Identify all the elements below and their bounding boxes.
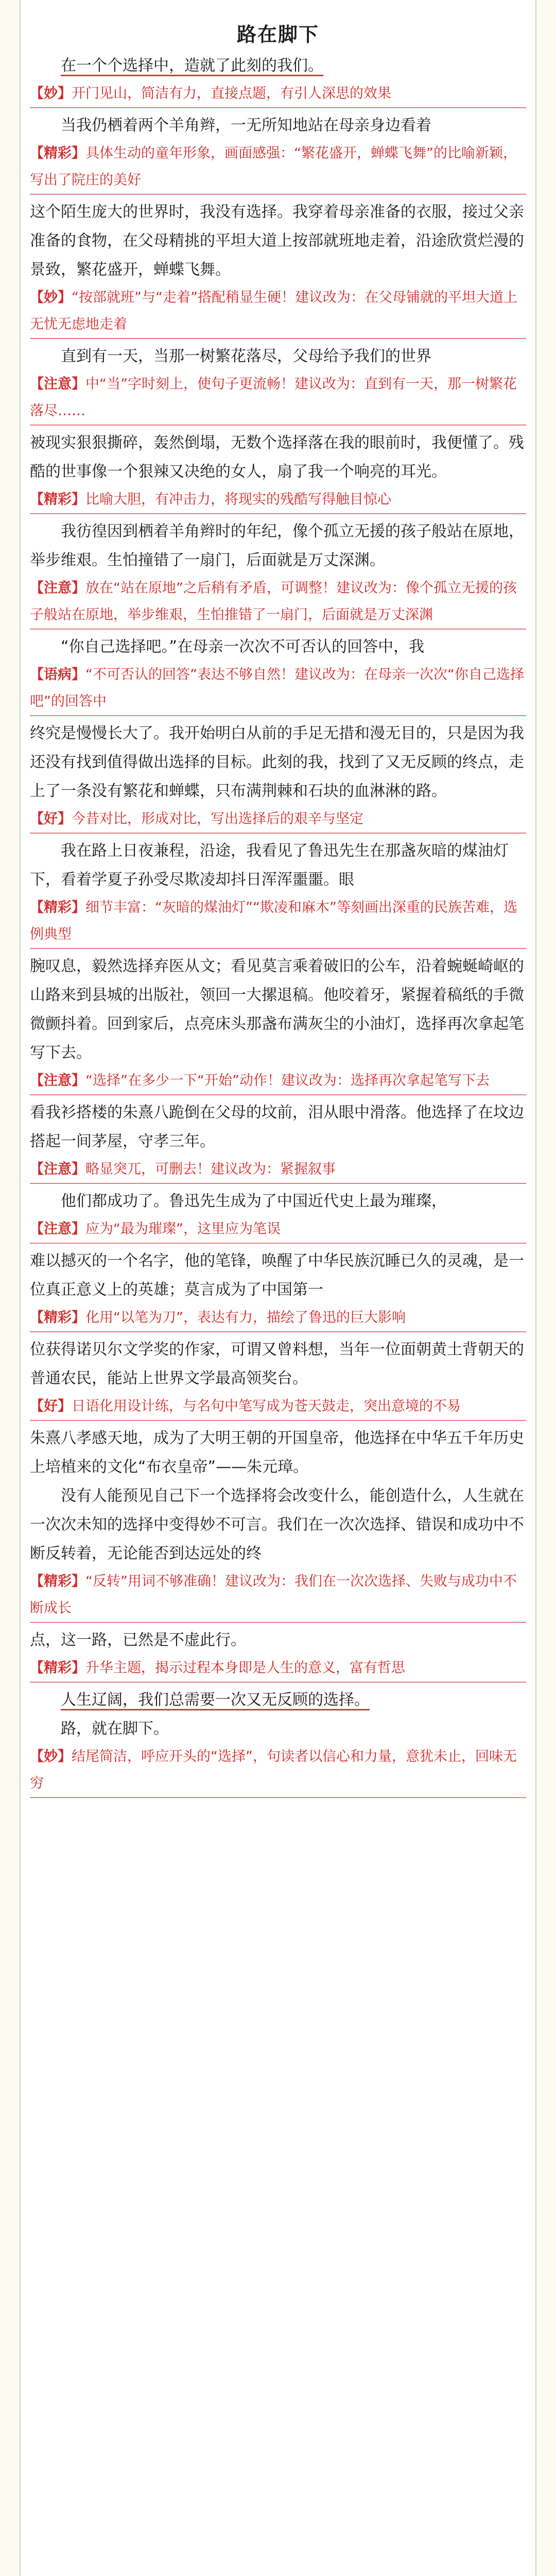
teacher-comment [30,80,526,108]
paragraph-text: 看我衫搭楼的朱熹八跪倒在父母的坟前，泪从眼中滑落。他选择了在坟边搭起一间茅屋，守孝三年。 [30,1104,524,1150]
teacher-comment [30,894,526,949]
teacher-comment [30,1067,526,1095]
teacher-comment [30,575,526,630]
paragraph-text: 路，就在脚下。 [61,1720,169,1738]
essay-paragraph [30,517,526,575]
comment-tag: 【注意】 [30,1073,85,1089]
comment-tag: 【精彩】 [30,145,85,161]
paragraph-text: 我在路上日夜兼程，沿途，我看见了鲁迅先生在那盏灰暗的煤油灯下，看着学夏子孙受尽欺凌却抖日浑浑噩噩。眼 [30,842,509,889]
comment-text: “按部就班”与“走着”搭配稍显生硬！建议改为：在父母铺就的平坦大道上无忧无虑地走着 [30,290,517,332]
teacher-comment [30,486,526,514]
essay-paragraph [30,1187,526,1216]
paragraph-text: 终究是慢慢长大了。我开始明白从前的手足无措和漫无目的，只是因为我还没有找到值得做出选择的目标。此刻的我，找到了又无反顾的终点，走上了一条没有繁花和蝉蝶，只布满荆棘和石块的血淋淋的路。 [30,724,524,800]
essay-paragraph [30,1482,526,1568]
comment-text: 今昔对比，形成对比，写出选择后的艰辛与坚定 [72,811,363,827]
paragraph-text: “你自己选择吧。”在母亲一次次不可否认的回答中，我 [61,638,425,656]
comment-text: 略显突兀，可删去！建议改为：紧握叙事 [85,1161,336,1177]
comment-text: 细节丰富：“灰暗的煤油灯”“欺凌和麻木”等刻画出深重的民族苦难，选例典型 [30,900,517,942]
essay-paragraph [30,633,526,662]
essay-paragraph [30,342,526,371]
comment-tag: 【精彩】 [30,1660,85,1676]
comment-tag: 【妙】 [30,290,72,306]
essay-paragraph [30,1247,526,1304]
paragraph-text: 他们都成功了。鲁迅先生成为了中国近代史上最为璀璨， [61,1192,447,1210]
comment-tag: 【注意】 [30,376,85,392]
essay-paragraph [30,198,526,284]
paragraph-text: 没有人能预见自己下一个选择将会改变什么，能创造什么，人生就在一次次未知的选择中变得妙不可言。我们在一次次选择、错误和成功中不断反转着，无论能否到达远处的终 [30,1487,524,1563]
essay-paragraph [30,1626,526,1655]
essay-paragraph [30,111,526,140]
paragraph-text: 这个陌生庞大的世界时，我没有选择。我穿着母亲准备的衣服，接过父亲准备的食物，在父母精挑的平坦大道上按部就班地走着，沿途欣赏烂漫的景致，繁花盛开，蝉蝶飞舞。 [30,203,524,279]
comment-tag: 【语病】 [30,667,85,683]
paragraph-text: 我彷徨因到栖着羊角辫时的年纪，像个孤立无援的孩子般站在原地，举步维艰。生怕撞错了一扇门，后面就是万丈深渊。 [30,522,524,569]
paragraph-text: 人生辽阔，我们总需要一次又无反顾的选择。 [61,1691,370,1710]
essay-paragraph [30,837,526,894]
teacher-comment [30,662,526,716]
essay-paragraph [30,719,526,806]
comment-text: 化用“以笔为刀”，表达有力，描绘了鲁迅的巨大影响 [85,1310,406,1326]
comment-tag: 【精彩】 [30,1310,85,1326]
comment-tag: 【精彩】 [30,492,85,507]
essay-paragraph [30,52,526,80]
comment-text: 中“当”字时刻上，使句子更流畅！建议改为：直到有一天，那一树繁花落尽…… [30,376,517,419]
paragraph-text: 朱熹八孝感天地，成为了大明王朝的开国皇帝，他选择在中华五千年历史上培植来的文化“布衣皇帝”——朱元璋。 [30,1429,524,1476]
comment-tag: 【注意】 [30,1161,85,1177]
comment-tag: 【妙】 [30,1749,72,1765]
teacher-comment [30,1156,526,1184]
comment-text: “不可否认的回答”表达不够自然！建议改为：在母亲一次次“你自己选择吧”的回答中 [30,667,524,709]
paragraph-text: 直到有一天，当那一树繁花落尽，父母给予我们的世界 [61,347,431,365]
comment-text: 升华主题，揭示过程本身即是人生的意义，富有哲思 [85,1660,405,1676]
comment-text: 放在“站在原地”之后稍有矛盾，可调整！建议改为：像个孤立无援的孩子般站在原地，举步维艰，生怕推错了一扇门，后面就是万丈深渊 [30,580,517,623]
comment-text: 开门见山，简洁有力，直接点题，有引人深思的效果 [72,86,391,101]
teacher-comment [30,1216,526,1244]
paragraph-text: 难以撼灭的一个名字，他的笔锋，唤醒了中华民族沉睡已久的灵魂，是一位真正意义上的英雄；莫言成为了中国第一 [30,1252,524,1299]
comment-text: 具体生动的童年形象，画面感强：“繁花盛开，蝉蝶飞舞”的比喻新颖，写出了院庄的美好 [30,145,517,188]
teacher-comment [30,1568,526,1623]
paragraph-text: 点，这一路，已然是不虚此行。 [30,1631,246,1649]
essay-paragraph [30,952,526,1067]
essay-paragraph [30,1686,526,1715]
comment-tag: 【注意】 [30,580,85,596]
teacher-comment [30,1304,526,1332]
teacher-comment [30,140,526,195]
paragraph-text: 位获得诺贝尔文学奖的作家，可谓又曾料想，当年一位面朝黄土背朝天的普通农民，能站上世界文学最高领奖台。 [30,1341,524,1387]
comment-tag: 【好】 [30,811,72,827]
comment-tag: 【注意】 [30,1221,85,1237]
comment-tag: 【妙】 [30,86,72,101]
paragraph-text: 被现实狠狠撕碎，轰然倒塌，无数个选择落在我的眼前时，我便懂了。残酷的世事像一个狠辣又决绝的女人，扇了我一个响亮的耳光。 [30,434,524,481]
comment-tag: 【好】 [30,1398,72,1414]
teacher-comment [30,284,526,339]
comment-text: “反转”用词不够准确！建议改为：我们在一次次选择、失败与成功中不断成长 [30,1573,517,1616]
paragraph-text: 腕叹息，毅然选择弃医从文；看见莫言乘着破旧的公车，沿着蜿蜒崎岖的山路来到县城的出版社，领回一大摞退稿。他咬着牙，紧握着稿纸的手微微颤抖着。回到家后，点亮床头那盏布满灰尘的小油灯，选择再次拿起笔写下去。 [30,957,524,1062]
essay-paragraph [30,1335,526,1393]
comment-tag: 【精彩】 [30,1573,85,1589]
paragraph-text: 在一个个选择中，造就了此刻的我们。 [61,57,323,76]
essay-body [30,52,526,1801]
teacher-comment [30,1655,526,1683]
comment-tag: 【精彩】 [30,900,85,916]
teacher-comment [30,371,526,426]
essay-title: 路在脚下 [236,23,319,46]
essay-paragraph [30,1424,526,1482]
essay-paragraph [30,1098,526,1156]
paragraph-text: 当我仍栖着两个羊角辫，一无所知地站在母亲身边看着 [61,116,431,134]
comment-text: 应为“最为璀璨”，这里应为笔误 [85,1221,281,1237]
teacher-comment [30,1393,526,1421]
comment-text: “选择”在多少一下“开始”动作！建议改为：选择再次拿起笔写下去 [85,1073,490,1089]
comment-text: 结尾简洁，呼应开头的“选择”，句读者以信心和力量，意犹未止，回味无穷 [30,1749,517,1791]
teacher-comment [30,1743,526,1798]
comment-text: 比喻大胆，有冲击力，将现实的残酷写得触目惊心 [85,492,391,507]
essay-paragraph [30,429,526,486]
teacher-comment [30,806,526,834]
comment-text: 日语化用设计练，与名句中笔写成为苍天鼓走，突出意境的不易 [72,1398,461,1414]
essay-paragraph [30,1715,526,1743]
